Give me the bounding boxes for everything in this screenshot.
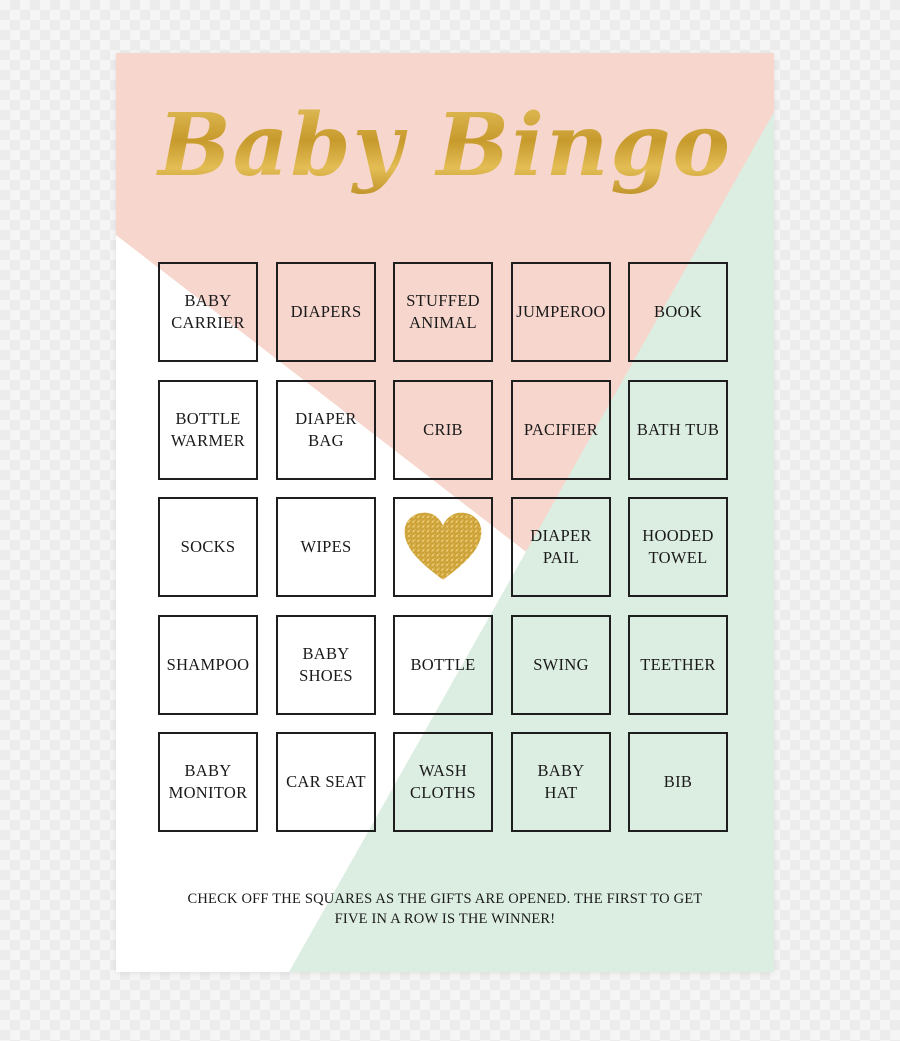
bingo-square[interactable] <box>628 615 728 715</box>
bingo-square-label: BOOK <box>654 302 702 321</box>
bingo-square[interactable] <box>158 497 258 597</box>
bingo-square[interactable] <box>158 380 258 480</box>
bingo-square[interactable] <box>511 615 611 715</box>
bingo-square-label: DIAPER PAIL <box>530 526 592 567</box>
bingo-square-label: BABY SHOES <box>299 644 353 685</box>
bingo-square-label: HOODED TOWEL <box>642 526 714 567</box>
bingo-square[interactable] <box>158 732 258 832</box>
bingo-square[interactable] <box>276 262 376 362</box>
bingo-square-label: SWING <box>533 655 589 674</box>
bingo-square-label: BOTTLE <box>410 655 476 674</box>
bingo-square[interactable] <box>511 380 611 480</box>
bingo-square-label: CAR SEAT <box>286 772 366 791</box>
bingo-square[interactable] <box>276 732 376 832</box>
bingo-square[interactable] <box>511 497 611 597</box>
instructions-text: CHECK OFF THE SQUARES AS THE GIFTS ARE OPENED. THE FIRST TO GET FIVE IN A ROW IS THE WINNER! <box>187 891 703 927</box>
bingo-square-label: SOCKS <box>180 537 236 556</box>
bingo-square[interactable] <box>276 615 376 715</box>
bingo-square-label: BABY HAT <box>537 761 585 802</box>
bingo-square[interactable] <box>276 497 376 597</box>
free-space-square[interactable] <box>393 497 493 597</box>
bingo-square[interactable] <box>511 262 611 362</box>
bingo-square[interactable] <box>276 380 376 480</box>
bingo-square-label: BOTTLE WARMER <box>170 409 246 450</box>
bingo-square[interactable] <box>158 615 258 715</box>
bingo-square-label: JUMPEROO <box>516 302 606 321</box>
bingo-square[interactable] <box>393 615 493 715</box>
page-title: Baby Bingo <box>116 91 774 201</box>
bingo-square-label: STUFFED ANIMAL <box>406 291 480 332</box>
bingo-square-label: BIB <box>663 772 693 791</box>
bingo-square-label: CRIB <box>423 420 463 439</box>
bingo-square[interactable] <box>393 262 493 362</box>
bingo-square[interactable] <box>628 380 728 480</box>
bingo-square[interactable] <box>628 497 728 597</box>
bingo-square-label: PACIFIER <box>523 420 599 439</box>
bingo-square[interactable] <box>393 380 493 480</box>
bingo-square[interactable] <box>628 732 728 832</box>
bingo-square-label: BABY MONITOR <box>168 761 248 802</box>
gold-glitter-heart-icon <box>403 511 483 583</box>
bingo-square-label: BATH TUB <box>636 420 720 439</box>
bingo-card <box>116 53 774 972</box>
bingo-square-label: DIAPER BAG <box>295 409 357 450</box>
bingo-square-label: DIAPERS <box>290 302 362 321</box>
bingo-square[interactable] <box>628 262 728 362</box>
bingo-grid <box>158 262 732 836</box>
bingo-square-label: BABY CARRIER <box>171 291 245 332</box>
bingo-square-label: SHAMPOO <box>166 655 250 674</box>
bingo-square[interactable] <box>158 262 258 362</box>
bingo-square-label: WIPES <box>300 537 352 556</box>
bingo-square-label: TEETHER <box>640 655 716 674</box>
bingo-square-label: WASH CLOTHS <box>410 761 476 802</box>
bingo-square[interactable] <box>393 732 493 832</box>
bingo-square[interactable] <box>511 732 611 832</box>
